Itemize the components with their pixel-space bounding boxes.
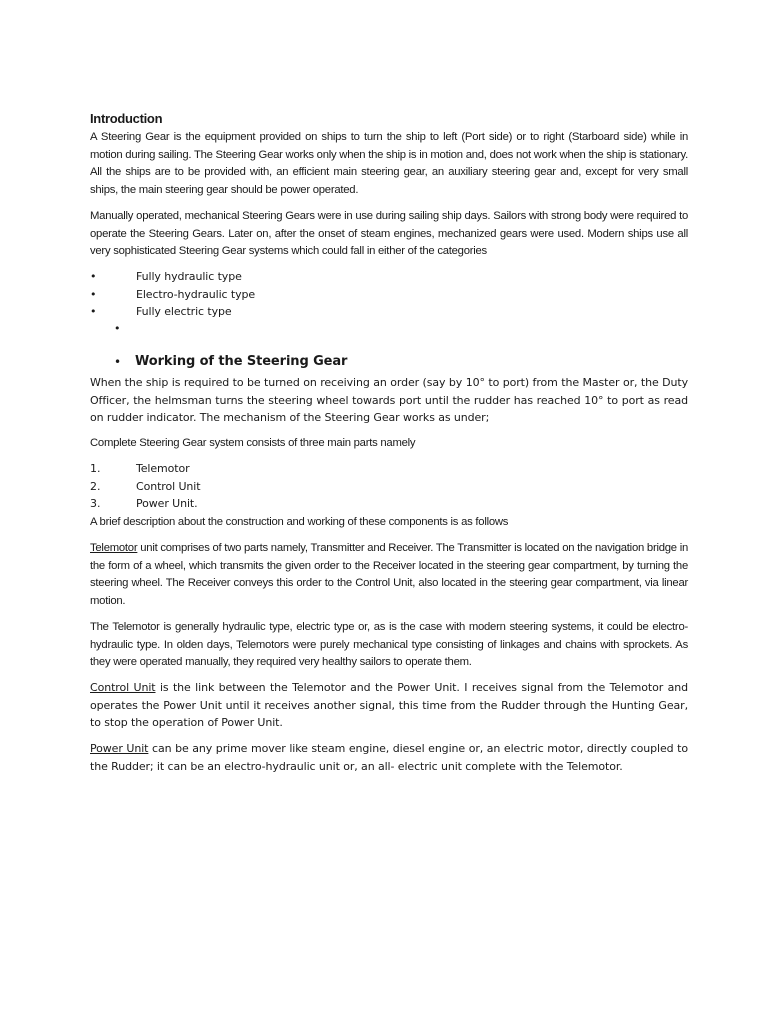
parts-intro: Complete Steering Gear system consists of three main parts namely [90,437,416,449]
parts-outro: A brief description about the construction and working of these components is as follows [90,516,509,528]
list-item-label: Power Unit. [136,497,198,511]
working-paragraph: When the ship is required to be turned on receiving an order (say by 10° to port) from the Master or, the Duty Officer, the helmsman turns the steering wheel towards port until the rudder has reached 10° to port as read on rudder indicator. The mechanism of the Steering Gear works as under; [90,376,688,424]
telemotor-paragraph-2: The Telemotor is generally hydraulic type, electric type or, as is the case with modern steering systems, it could be electro-hydraulic type. In olden days, Telemotors were purely mechanical type consisting of linkages and chains with sprockets. As they were operated manually, they required very healthy sailors to operate them. [90,621,688,669]
list-item-label: Telemotor [136,462,190,476]
power-unit-description: can be any prime mover like steam engine, diesel engine or, an electric motor, directly coupled to the Rudder; it can be an electro-hydraulic unit or, an all- electric unit complete with the Telemotor. [90,742,688,773]
list-item-label: Control Unit [136,480,201,494]
list-item [90,495,198,513]
control-unit-term: Control Unit [90,681,156,694]
list-item-label: Fully hydraulic type [136,270,242,284]
bullet: • [114,322,121,336]
list-number: 2. [90,480,101,494]
bullet: • [90,305,97,319]
working-heading: Working of the Steering Gear [135,354,348,369]
bullet: • [114,354,122,369]
list-item [90,268,242,286]
list-item-label: Fully electric type [136,305,232,319]
working-heading-item [114,354,347,369]
telemotor-description: unit comprises of two parts namely, Transmitter and Receiver. The Transmitter is located on the navigation bridge in the form of a wheel, which transmits the given order to the Receiver located in the steering gear compartment, by turning the steering wheel. The Receiver conveys this order to the Control Unit, also located in the steering gear compartment, via linear motion. [90,542,688,607]
power-unit-term: Power Unit [90,742,149,755]
list-item [90,286,255,304]
list-number: 3. [90,497,101,511]
telemotor-term: Telemotor [90,542,138,554]
list-item [90,478,200,496]
power-unit-paragraph [90,740,688,775]
list-item-label: Electro-hydraulic type [136,288,256,302]
intro-paragraph-1: A Steering Gear is the equipment provided on ships to turn the ship to left (Port side) or to right (Starboard side) while in motion during sailing. The Steering Gear works only when the ship is in motion and, does not work when the ship is stationary. All the ships are to be provided with, an efficient main steering gear, an auxiliary steering gear and, except for very small ships, the main steering gear should be power operated. [90,131,688,196]
intro-paragraph-2: Manually operated, mechanical Steering Gears were in use during sailing ship days. Sailors with strong body were required to operate the Steering Gears. Later on, after the onset of steam engines, mechanized gears were used. Modern ships use all very sophisticated Steering Gear systems which could fall in either of the categories [90,210,688,258]
list-item [90,460,190,478]
telemotor-paragraph [90,540,688,610]
list-number: 1. [90,462,101,476]
bullet: • [90,270,97,284]
control-unit-paragraph [90,679,688,732]
list-item [90,303,232,321]
introduction-heading: Introduction [90,111,163,126]
control-unit-description: is the link between the Telemotor and the Power Unit. I receives signal from the Telemotor and operates the Power Unit until it receives another signal, this time from the Rudder through the Hunting Gear, to stop the operation of Power Unit. [90,681,688,729]
empty-list-item [114,320,160,338]
bullet: • [90,288,97,302]
